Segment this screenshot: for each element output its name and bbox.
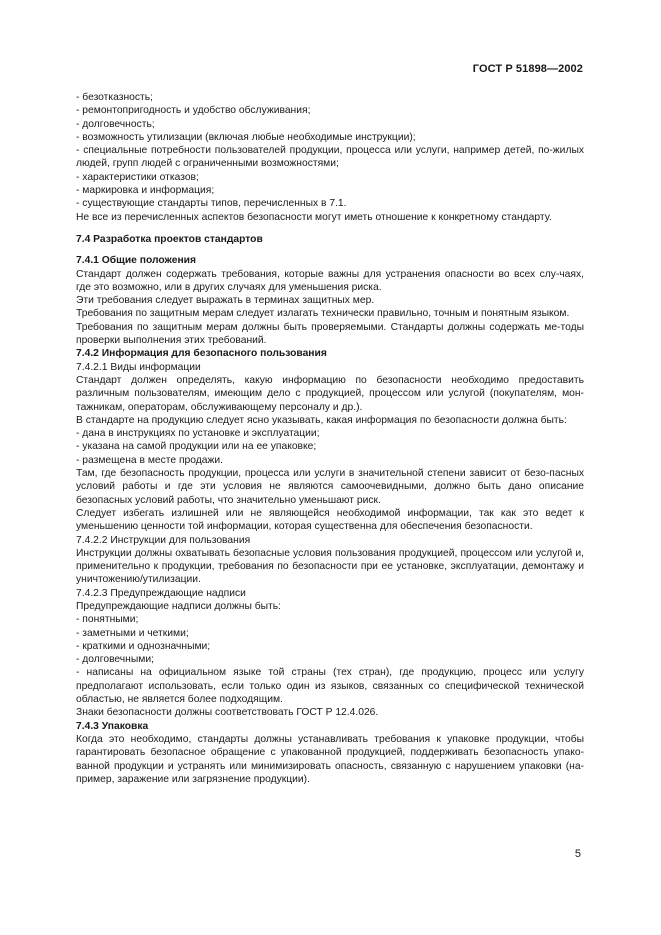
list-item: - маркировка и информация; [76, 185, 215, 197]
list-item: - размещена в месте продажи. [76, 454, 224, 466]
list-item: - характеристики отказов; [76, 171, 199, 183]
paragraph: Знаки безопасности должны соответствовать ГОСТ Р 12.4.026. [76, 707, 379, 719]
document-body [76, 91, 584, 786]
section-heading-7-4-1: 7.4.1 Общие положения [76, 255, 196, 267]
list-item: - написаны на официальном языке той страны (тех стран), где продукцию, процесс или услугу предполагают использовать, если только один из языков, связанных со специфической технической областью, не является более подходящим. [76, 667, 584, 706]
list-item: - возможность утилизации (включая любые необходимые инструкции); [76, 131, 416, 143]
paragraph: Следует избегать излишней или не являющейся необходимой информации, так как это ведет к уменьшению ценности той информации, которая существенна для обеспечения безопасности. [76, 507, 584, 533]
standard-number-header: ГОСТ Р 51898—2002 [472, 63, 583, 75]
paragraph: Стандарт должен определять, какую информацию по безопасности необходимо предоставить различным пользователям, имеющим дело с продукцией, процессом или услугой (покупателям, мон-тажникам, операторам, обслуживающему персоналу и др.). [76, 374, 584, 413]
list-item: - дана в инструкциях по установке и эксплуатации; [76, 428, 320, 440]
paragraph: Стандарт должен содержать требования, которые важны для устранения опасности во всех слу-чаях, где это возможно, или в других случаях для уменьшения риска. [76, 268, 584, 293]
subsection-heading-7-4-2-1: 7.4.2.1 Виды информации [76, 361, 201, 373]
list-item: - указана на самой продукции или на ее упаковке; [76, 441, 317, 453]
paragraph: Требования по защитным мерам следует излагать технически правильно, точным и понятным языком. [76, 308, 570, 320]
list-item: - специальные потребности пользователей продукции, процесса или услуги, например детей, по-жилых людей, групп людей с ограниченными возможностями; [76, 145, 584, 170]
list-item: - долговечными; [76, 654, 154, 666]
section-heading-7-4-3: 7.4.3 Упаковка [76, 720, 149, 732]
list-item: - существующие стандарты типов, перечисленных в 7.1. [76, 198, 347, 210]
list-item: - безотказность; [76, 92, 153, 103]
paragraph-relevance-note: Не все из перечисленных аспектов безопасности могут иметь отношение к конкретному стандарту. [76, 211, 552, 223]
section-heading-7-4-2: 7.4.2 Информация для безопасного пользования [76, 348, 327, 360]
paragraph: Инструкции должны охватывать безопасные условия пользования продукцией, процессом или услугой и, применительно к продукции, требования по безопасности при ее установке, эксплуатации, демонтажу и уничтожению/утилизации. [76, 547, 584, 586]
paragraph: Там, где безопасность продукции, процесса или услуги в значительной степени зависит от безо-пасных условий работы и где эти условия не являются самоочевидными, должно быть дано описание безопасных условий работы, что значительно уменьшают риск. [76, 468, 584, 506]
list-item: - долговечность; [76, 118, 155, 130]
list-item: - понятными; [76, 614, 139, 626]
paragraph: Предупреждающие надписи должны быть: [76, 600, 281, 612]
paragraph: Когда это необходимо, стандарты должны устанавливать требования к упаковке продукции, чтобы гарантировать безопасное обращение с упакованной продукцией, поддерживать безопасность упако-ванной продукции и устранять или минимизировать опасность, связанную с нарушением упаковки (на-пример, заражение или загрязнение продукции). [76, 733, 584, 785]
paragraph: Требования по защитным мерам должны быть проверяемыми. Стандарты должны содержать ме-тоды проверки выполнения этих требований. [76, 321, 584, 347]
subsection-heading-7-4-2-2: 7.4.2.2 Инструкции для пользования [76, 534, 251, 546]
page-number: 5 [574, 848, 581, 860]
section-heading-7-4: 7.4 Разработка проектов стандартов [76, 233, 263, 245]
subsection-heading-7-4-2-3: 7.4.2.3 Предупреждающие надписи [76, 587, 246, 599]
list-item: - краткими и однозначными; [76, 640, 211, 652]
paragraph: В стандарте на продукцию следует ясно указывать, какая информация по безопасности должна быть: [76, 414, 567, 426]
list-item: - заметными и четкими; [76, 627, 189, 639]
list-item: - ремонтопригодность и удобство обслуживания; [76, 105, 311, 117]
paragraph: Эти требования следует выражать в терминах защитных мер. [76, 295, 375, 307]
